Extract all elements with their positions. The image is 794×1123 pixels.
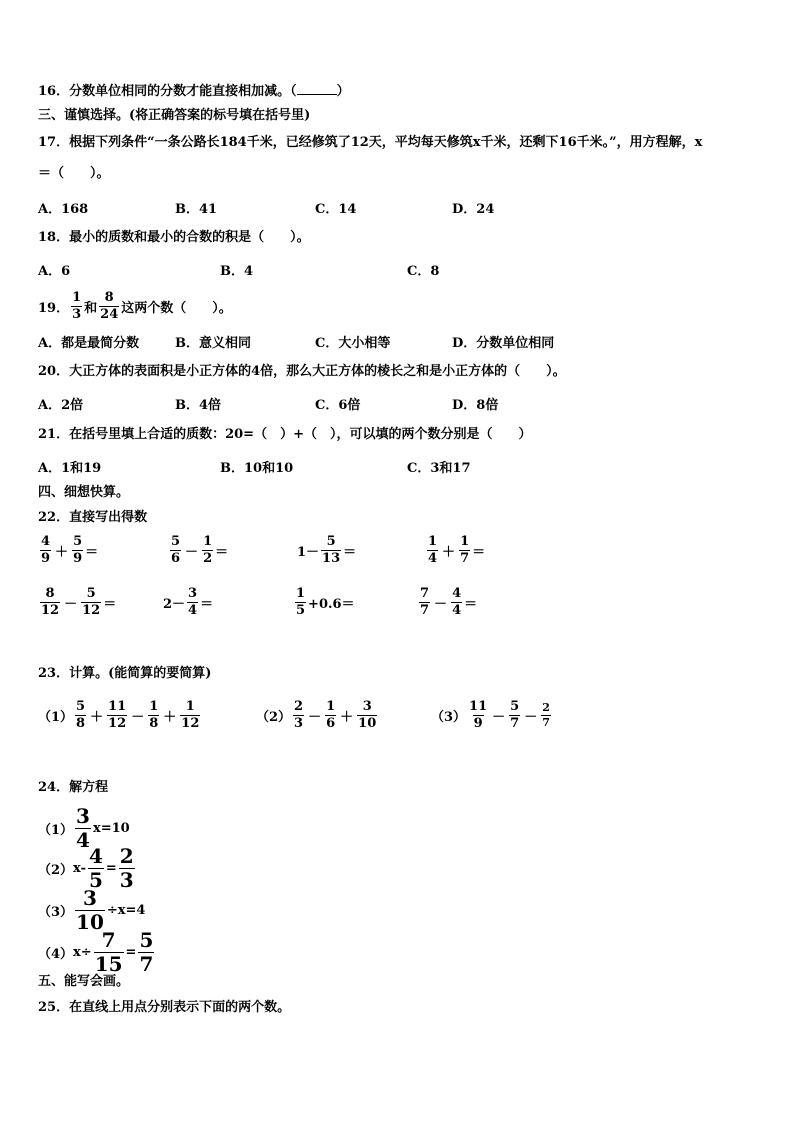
question-19-number: 19． [38,300,70,316]
expression-text: ＋ [442,544,456,560]
calc-expression-1 [38,700,202,730]
fraction [202,535,213,565]
denominator: 13 [322,550,341,566]
numerator: 1 [460,534,470,549]
option-c[interactable]: C．14 [315,202,357,217]
expression-text: （3） [431,709,467,725]
option-b[interactable]: B．10和10 [220,461,294,476]
fraction [119,846,135,891]
fraction [295,587,306,617]
expression-text: ＝ [103,596,117,612]
question-23-title: 23．计算。(能简算的要简算) [38,666,212,681]
expression-text: － [308,709,322,725]
denominator: 8 [76,715,86,731]
expression-text: +0.6＝ [308,596,355,612]
denominator: 6 [326,715,336,731]
denominator: 4 [188,602,198,618]
option-b[interactable]: B．4 [220,264,254,279]
fraction [99,291,119,321]
expression-text: － [131,709,145,725]
numerator: 5 [86,586,96,601]
expression-text: － [64,596,78,612]
option-a[interactable]: A．2倍 [38,398,84,413]
fraction [459,535,470,565]
fraction [293,700,304,730]
expression-text: ＝ [464,596,478,612]
denominator: 3 [294,715,304,731]
denominator: 7 [460,550,470,566]
fraction [180,700,200,730]
numerator: 3 [188,586,198,601]
section-5-heading: 五、能写会画。 [38,974,130,989]
expression-text: － [492,709,506,725]
equation-3 [38,888,145,933]
numerator: 1 [72,289,82,305]
option-a[interactable]: A．168 [38,202,89,217]
option-d[interactable]: D．分数单位相同 [452,336,555,351]
question-16 [38,82,350,101]
numerator: 3 [76,804,90,828]
denominator: 24 [100,306,119,322]
question-19-and: 和 [84,300,98,316]
fraction [427,535,438,565]
denominator: 3 [72,306,82,322]
option-a[interactable]: A．1和19 [38,461,102,476]
question-16-end: ） [336,84,350,99]
denominator: 7 [420,602,430,618]
expression-text: ＋ [55,544,69,560]
expression-text: （3） [38,905,74,920]
numerator: 4 [452,586,462,601]
denominator: 6 [171,550,181,566]
numerator: 2 [294,699,304,714]
fraction [88,846,104,891]
expression-text: （1） [38,709,74,725]
expression-text: （4） [38,947,74,962]
mental-calc-4 [425,535,485,565]
denominator: 12 [82,602,101,618]
expression-text: = [125,945,137,960]
denominator: 7 [510,715,520,731]
denominator: 9 [41,550,51,566]
fraction [357,700,377,730]
question-17-line2: ＝（ ）。 [38,166,110,181]
numerator: 7 [420,586,430,601]
fraction [541,702,551,728]
fraction [419,587,430,617]
question-16-text: 16．分数单位相同的分数才能直接相加减。（ [38,84,297,99]
denominator: 7 [139,952,154,976]
numerator: 5 [73,534,83,549]
option-b[interactable]: B．4倍 [175,398,222,413]
question-25: 25．在直线上用点分别表示下面的两个数。 [38,1000,291,1015]
option-c[interactable]: C．大小相等 [315,336,391,351]
denominator: 2 [203,550,213,566]
denominator: 4 [76,828,90,852]
expression-text: ÷x=4 [106,903,146,918]
denominator: 4 [428,550,438,566]
fraction [325,700,336,730]
numerator: 1 [185,699,195,714]
section-4-heading: 四、细想快算。 [38,485,130,500]
fraction [40,535,51,565]
question-17-options [38,198,758,216]
fraction [509,700,520,730]
equation-1 [38,806,130,851]
denominator: 5 [88,868,103,892]
mental-calc-1 [38,535,98,565]
expression-text: x=10 [92,821,130,836]
answer-blank[interactable] [297,82,337,95]
question-19-options [38,332,758,350]
option-d[interactable]: D．24 [452,202,495,217]
expression-text: － [524,709,538,725]
option-c[interactable]: C．3和17 [407,461,471,476]
section-3-heading: 三、谨慎选择。(将正确答案的标号填在括号里) [38,108,311,123]
fraction [71,291,82,321]
fraction [81,587,101,617]
expression-text: ＋ [340,709,354,725]
numerator: 2 [542,701,550,715]
numerator: 3 [83,886,97,910]
numerator: 5 [76,699,86,714]
expression-text: 2－ [163,596,186,612]
numerator: 4 [88,844,103,868]
mental-calc-7 [293,587,355,617]
denominator: 8 [149,715,159,731]
numerator: 8 [45,586,55,601]
fraction [75,700,86,730]
denominator: 10 [76,910,104,934]
expression-text: ＝ [200,596,214,612]
numerator: 5 [326,534,336,549]
numerator: 1 [296,586,306,601]
expression-text: 1－ [297,544,320,560]
fraction [138,930,154,975]
numerator: 1 [326,699,336,714]
expression-text: － [434,596,448,612]
denominator: 9 [73,550,83,566]
mental-calc-5 [38,587,116,617]
expression-text: （1） [38,823,74,838]
numerator: 8 [104,289,114,305]
numerator: 1 [203,534,213,549]
fraction [72,535,83,565]
option-b[interactable]: B．41 [175,202,218,217]
expression-text: ＋ [163,709,177,725]
denominator: 12 [41,602,60,618]
denominator: 3 [119,868,134,892]
expression-text: （2） [38,863,74,878]
mental-calc-6 [163,587,213,617]
numerator: 1 [149,699,159,714]
equation-4 [38,930,156,975]
expression-text: ＝ [215,544,229,560]
question-17-line1: 17．根据下列条件“一条公路长184千米，已经修筑了12天，平均每天修筑x千米，还剩下16千米。”，用方程解，x [38,135,703,150]
fraction [94,930,124,975]
question-20-options [38,394,758,412]
denominator: 10 [358,715,377,731]
option-c[interactable]: C．8 [407,264,440,279]
question-18: 18．最小的质数和最小的合数的积是（ ）。 [38,230,310,245]
numerator: 5 [510,699,520,714]
fraction [170,535,181,565]
numerator: 1 [428,534,438,549]
question-18-options [38,260,758,278]
question-24-title: 24．解方程 [38,780,109,795]
fraction [40,587,60,617]
denominator: 15 [94,952,123,976]
mental-calc-8 [417,587,477,617]
expression-text: ＋ [90,709,104,725]
numerator: 2 [119,844,134,868]
expression-text: x- [73,861,86,876]
expression-text: = [105,861,117,876]
expression-text: ＝ [472,544,486,560]
denominator: 5 [296,602,306,618]
numerator: 11 [108,699,127,714]
question-19-tail: 这两个数（ ）。 [121,300,232,316]
option-a[interactable]: A．都是最简分数 [38,336,140,351]
fraction [468,700,488,730]
denominator: 4 [452,602,462,618]
fraction [321,535,341,565]
expression-text: x÷ [73,945,92,960]
numerator: 5 [139,928,154,952]
denominator: 12 [181,715,200,731]
question-20: 20．大正方体的表面积是小正方体的4倍，那么大正方体的棱长之和是小正方体的（ ）。 [38,364,566,379]
option-c[interactable]: C．6倍 [315,398,361,413]
fraction [187,587,198,617]
numerator: 7 [101,928,116,952]
equation-2 [38,846,137,891]
numerator: 11 [469,699,488,714]
mental-calc-2 [168,535,228,565]
numerator: 3 [362,699,372,714]
mental-calc-3 [297,535,356,565]
fraction [75,888,105,933]
question-21-options [38,457,758,475]
fraction [451,587,462,617]
denominator: 12 [108,715,127,731]
expression-text: （2） [256,709,292,725]
calc-expression-2 [256,700,379,730]
numerator: 5 [171,534,181,549]
expression-text: ＝ [343,544,357,560]
question-21: 21．在括号里填上合适的质数：20=（ ）+（ ），可以填的两个数分别是（ ） [38,427,532,442]
expression-text: － [185,544,199,560]
calc-expression-3 [431,700,553,730]
question-22-title: 22．直接写出得数 [38,510,148,525]
option-a[interactable]: A．6 [38,264,71,279]
fraction [148,700,159,730]
option-d[interactable]: D．8倍 [452,398,499,413]
denominator: 7 [542,715,550,729]
denominator: 9 [473,715,483,731]
question-19 [38,286,232,326]
expression-text: ＝ [85,544,99,560]
option-b[interactable]: B．意义相同 [175,336,251,351]
fraction [107,700,127,730]
numerator: 4 [41,534,51,549]
